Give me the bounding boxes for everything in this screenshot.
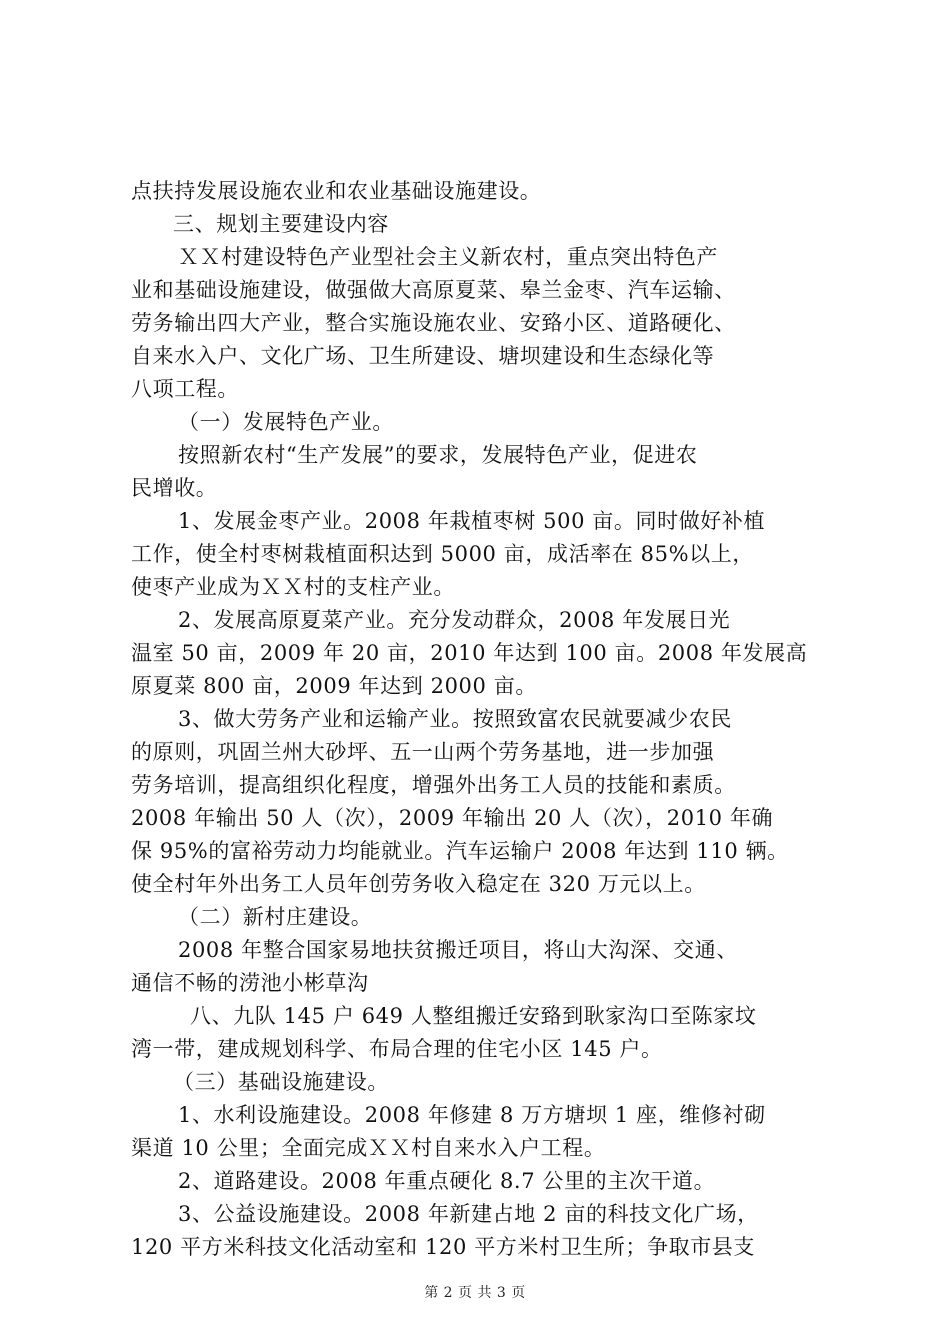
subsection-heading: （三）基础设施建设。 — [173, 1070, 389, 1094]
text-line: 按照新农村“生产发展”的要求，发展特色产业，促进农 — [178, 443, 698, 467]
text-line: 1、水利设施建设。2008 年修建 8 万方塘坝 1 座，维修衬砌 — [178, 1103, 766, 1127]
text-line: 2、道路建设。2008 年重点硬化 8.7 公里的主次干道。 — [178, 1169, 716, 1193]
text-line: 120 平方米科技文化活动室和 120 平方米村卫生所；争取市县支 — [131, 1235, 755, 1259]
text-line: 工作，使全村枣树栽植面积达到 5000 亩，成活率在 85%以上， — [131, 542, 754, 566]
subsection-heading: （一）发展特色产业。 — [178, 410, 394, 434]
text-line: 点扶持发展设施农业和农业基础设施建设。 — [131, 179, 542, 203]
page-number-footer: 第 2 页 共 3 页 — [424, 1285, 526, 1301]
text-line: 1、发展金枣产业。2008 年栽植枣树 500 亩。同时做好补植 — [178, 509, 766, 533]
text-line: 使枣产业成为ＸＸ村的支柱产业。 — [131, 575, 455, 599]
text-line: 3、公益设施建设。2008 年新建占地 2 亩的科技文化广场， — [178, 1202, 759, 1226]
text-line: 保 95%的富裕劳动力均能就业。汽车运输户 2008 年达到 110 辆。 — [131, 839, 789, 863]
text-line: 使全村年外出务工人员年创劳务收入稳定在 320 万元以上。 — [131, 872, 706, 896]
text-line: 湾一带，建成规划科学、布局合理的住宅小区 145 户。 — [131, 1037, 663, 1061]
text-line: 业和基础设施建设，做强做大高原夏菜、皋兰金枣、汽车运输、 — [131, 278, 736, 302]
text-line: 自来水入户、文化广场、卫生所建设、塘坝建设和生态绿化等 — [131, 344, 715, 368]
text-line: 八、九队 145 户 649 人整组搬迁安臵到耿家沟口至陈家坟 — [190, 1004, 757, 1028]
text-line: 的原则，巩固兰州大砂坪、五一山两个劳务基地，进一步加强 — [131, 740, 715, 764]
text-line: 2、发展高原夏菜产业。充分发动群众，2008 年发展日光 — [178, 608, 731, 632]
text-line: 八项工程。 — [131, 377, 239, 401]
text-line: 民增收。 — [131, 476, 218, 500]
text-line: 通信不畅的涝池小彬草沟 — [131, 971, 369, 995]
text-line: 劳务培训，提高组织化程度，增强外出务工人员的技能和素质。 — [131, 773, 736, 797]
text-line: ＸＸ村建设特色产业型社会主义新农村，重点突出特色产 — [178, 245, 718, 269]
text-line: 渠道 10 公里；全面完成ＸＸ村自来水入户工程。 — [131, 1136, 606, 1160]
text-line: 2008 年整合国家易地扶贫搬迁项目，将山大沟深、交通、 — [178, 938, 738, 962]
text-line: 劳务输出四大产业，整合实施设施农业、安臵小区、道路硬化、 — [131, 311, 736, 335]
text-line: 3、做大劳务产业和运输产业。按照致富农民就要减少农民 — [178, 707, 732, 731]
text-line: 2008 年输出 50 人（次），2009 年输出 20 人（次），2010 年确 — [131, 806, 774, 830]
subsection-heading: （二）新村庄建设。 — [178, 905, 373, 929]
text-line: 温室 50 亩，2009 年 20 亩，2010 年达到 100 亩。2008 年发展高 — [131, 641, 808, 665]
section-heading: 三、规划主要建设内容 — [173, 212, 389, 236]
text-line: 原夏菜 800 亩，2009 年达到 2000 亩。 — [131, 674, 537, 698]
